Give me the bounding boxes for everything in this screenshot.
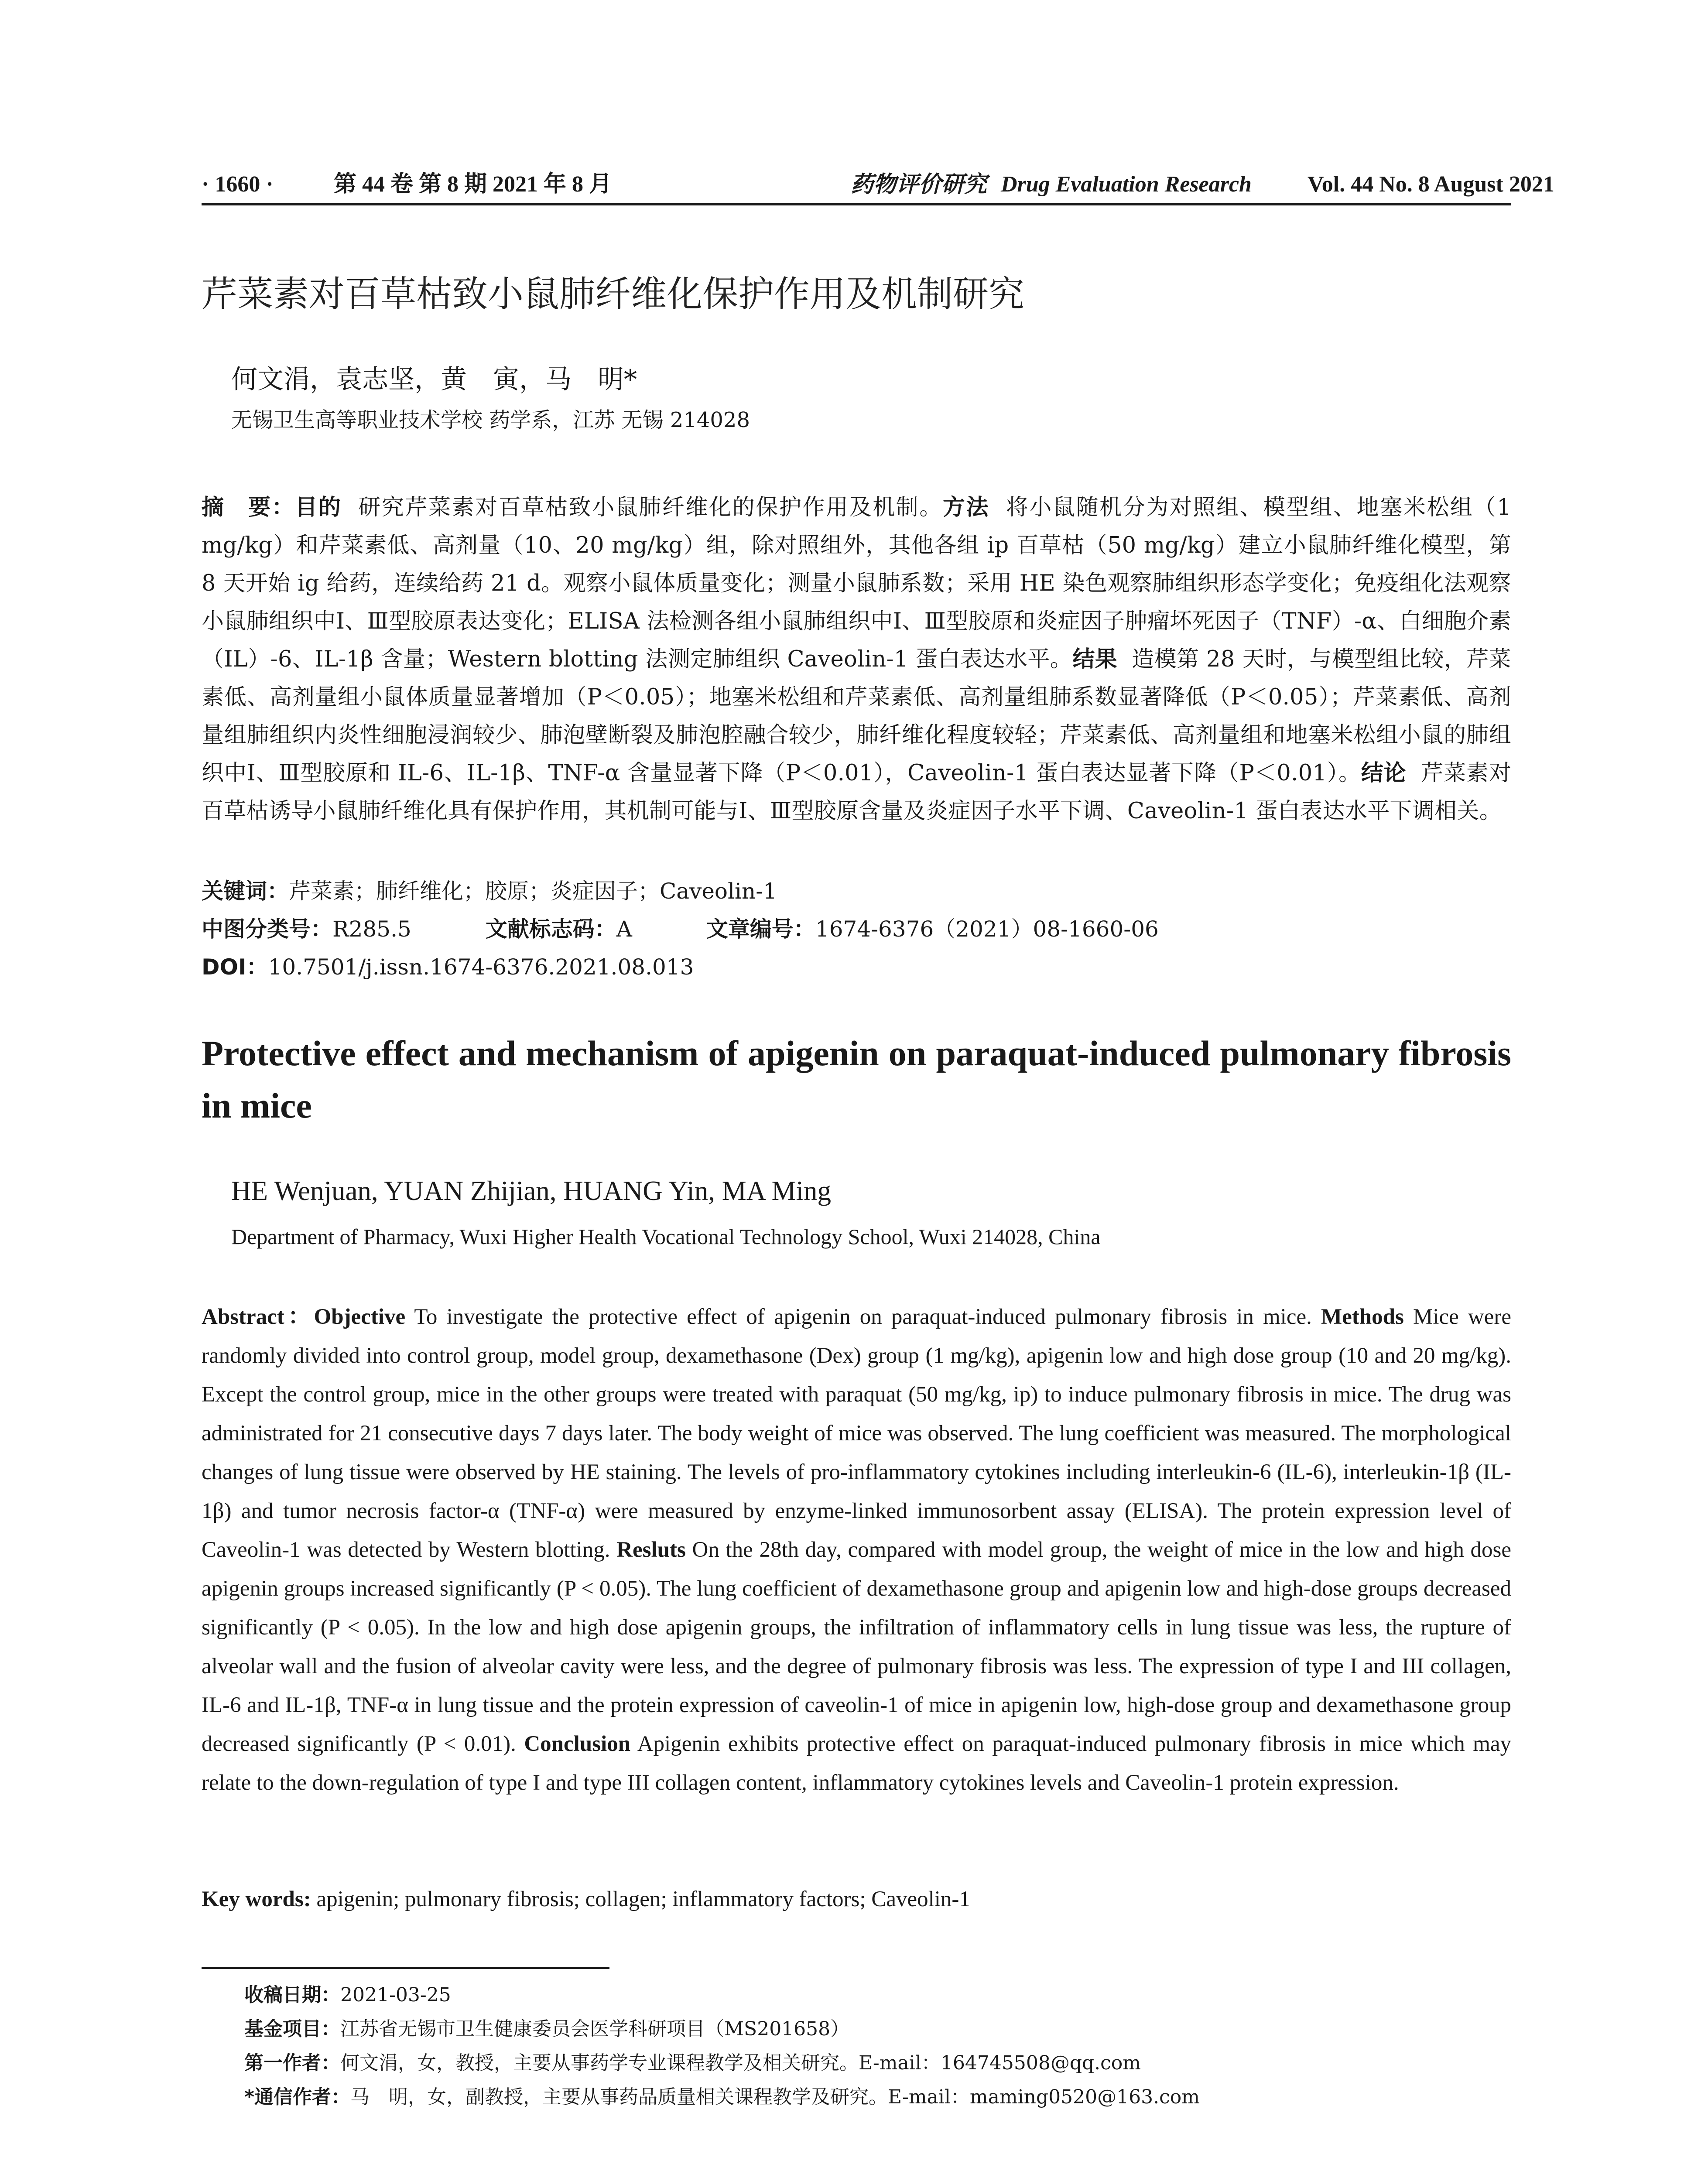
clc-value: R285.5 [332, 916, 411, 942]
metadata-cn [202, 872, 1511, 986]
article-title-en: Protective effect and mechanism of apigenin on paraquat-induced pulmonary fibrosis in mice [202, 1033, 1511, 1125]
footnotes [244, 1978, 1509, 2114]
clc-label: 中图分类号： [202, 916, 332, 942]
keywords-cn [202, 872, 1511, 910]
results-en-label: Resluts [616, 1538, 686, 1562]
methods-cn-text: 将小鼠随机分为对照组、模型组、地塞米松组（1 mg/kg）和芹菜素低、高剂量（10、20 mg/kg）组，除对照组外，其他各组 ip 百草枯（50 mg/kg）建立小鼠肺纤维化模型，第 8 天开始 ig 给药，连续给药 21 d。观察小鼠体质量变化；测量小鼠肺系数；采用 HE 染色观察肺组织形态学变化；免疫组化法观察小鼠肺组织中Ⅰ、Ⅲ型胶原表达变化；ELISA 法检测各组小鼠肺组织中Ⅰ、Ⅲ型胶原和炎症因子肿瘤坏死因子（TNF）-α、白细胞介素（IL）-6、IL-1β 含量；Western blotting 法测定肺组织 Caveolin-1 蛋白表达水平。 [202, 495, 1511, 672]
article-no-value: 1674-6376（2021）08-1660-06 [815, 916, 1159, 942]
issue-en: Vol. 44 No. 8 August 2021 [1308, 172, 1554, 197]
journal-name-cn: 药物评价研究 [851, 171, 987, 198]
classification-line [202, 910, 1511, 948]
footnote-rule [202, 1967, 609, 1969]
doi-value: 10.7501/j.issn.1674-6376.2021.08.013 [268, 954, 694, 980]
affiliation-en: Department of Pharmacy, Wuxi Higher Health Vocational Technology School, Wuxi 214028, China [231, 1224, 1101, 1249]
first-author-label: 第一作者： [244, 2052, 340, 2074]
fund-label: 基金项目： [244, 2018, 340, 2040]
doc-code-label: 文献标志码： [485, 916, 616, 942]
keywords-en-label: Key words: [202, 1887, 311, 1911]
conclusion-en-text: Apigenin exhibits protective effect on paraquat-induced pulmonary fibrosis in mice which may relate to the down-regulation of type I and type III collagen content, inflammatory cytokines levels and Caveolin-1 protein expression. [202, 1732, 1511, 1795]
keywords-en [202, 1880, 1511, 1919]
objective-en-label: Objective [314, 1305, 406, 1329]
abstract-en [202, 1298, 1511, 1802]
keywords-cn-label: 关键词： [202, 879, 289, 904]
objective-en-text: To investigate the protective effect of apigenin on paraquat-induced pulmonary fibrosis in mice. [414, 1305, 1312, 1329]
results-cn-label: 结果 [1072, 646, 1118, 672]
methods-en-label: Methods [1321, 1305, 1404, 1329]
article-title-cn: 芹菜素对百草枯致小鼠肺纤维化保护作用及机制研究 [202, 273, 1025, 315]
footnote-fund [244, 2012, 1509, 2046]
fund-value: 江苏省无锡市卫生健康委员会医学科研项目（MS201658） [340, 2018, 850, 2040]
footnote-corresponding [244, 2080, 1509, 2114]
conclusion-cn-label: 结论 [1361, 760, 1407, 786]
article-no-label: 文章编号： [706, 916, 815, 942]
abstract-en-label: Abstract： [202, 1305, 314, 1329]
issue-cn: 第 44 卷 第 8 期 2021 年 8 月 [334, 172, 612, 197]
corresponding-value: 马 明，女，副教授，主要从事药品质量相关课程教学及研究。E-mail：maming0520@163.com [350, 2086, 1200, 2108]
keywords-cn-value: 芹菜素；肺纤维化；胶原；炎症因子；Caveolin-1 [289, 879, 777, 904]
doi-label: DOI： [202, 954, 268, 980]
footnote-first-author [244, 2046, 1509, 2080]
affiliation-cn: 无锡卫生高等职业技术学校 药学系，江苏 无锡 214028 [231, 408, 750, 432]
header-rule [202, 203, 1511, 205]
methods-en-text: Mice were randomly divided into control group, model group, dexamethasone (Dex) group (1 mg/kg), apigenin low and high dose group (10 and 20 mg/kg). Except the control group, mice in the other groups were treated with paraquat (50 mg/kg, ip) to induce pulmonary fibrosis in mice. The drug was administrated for 21 consecutive days 7 days later. The body weight of mice was observed. The lung coefficient was measured. The morphological changes of lung tissue were observed by HE staining. The levels of pro-inflammatory cytokines including interleukin-6 (IL-6), interleukin-1β (IL-1β) and tumor necrosis factor-α (TNF-α) were measured by enzyme-linked immunosorbent assay (ELISA). The protein expression level of Caveolin-1 was detected by Western blotting. [202, 1305, 1511, 1562]
objective-cn-text: 研究芹菜素对百草枯致小鼠肺纤维化的保护作用及机制。 [358, 495, 943, 520]
keywords-en-value: apigenin; pulmonary fibrosis; collagen; inflammatory factors; Caveolin-1 [316, 1887, 970, 1911]
journal-name-en: Drug Evaluation Research [1001, 172, 1252, 197]
conclusion-cn-text: 芹菜素对百草枯诱导小鼠肺纤维化具有保护作用，其机制可能与Ⅰ、Ⅲ型胶原含量及炎症因子水平下调、Caveolin-1 蛋白表达水平下调相关。 [202, 760, 1511, 824]
abstract-cn [202, 489, 1511, 830]
first-author-value: 何文涓，女，教授，主要从事药学专业课程教学及相关研究。E-mail：164745508@qq.com [340, 2052, 1141, 2074]
results-en-text: On the 28th day, compared with model group, the weight of mice in the low and high dose apigenin groups increased significantly (P < 0.05). The lung coefficient of dexamethasone group and apigenin low and high-dose groups decreased significantly (P < 0.05). In the low and high dose apigenin groups, the infiltration of inflammatory cells in lung tissue was less, the rupture of alveolar wall and the fusion of alveolar cavity were less, and the degree of pulmonary fibrosis was less. The expression of type I and III collagen, IL-6 and IL-1β, TNF-α in lung tissue and the protein expression of caveolin-1 of mice in apigenin low, high-dose group and dexamethasone group decreased significantly (P < 0.01). [202, 1538, 1512, 1756]
abstract-cn-label: 摘 要： [202, 495, 295, 520]
conclusion-en-label: Conclusion [524, 1732, 631, 1756]
doc-code-value: A [616, 916, 632, 942]
authors-cn: 何文涓，袁志坚，黄 寅，马 明* [231, 364, 637, 395]
page-number: · 1660 · [202, 172, 274, 197]
authors-en: HE Wenjuan, YUAN Zhijian, HUANG Yin, MA Ming [231, 1176, 832, 1206]
methods-cn-label: 方法 [942, 495, 990, 520]
footnote-received [244, 1978, 1509, 2012]
received-label: 收稿日期： [244, 1984, 340, 2006]
results-cn-text: 造模第 28 天时，与模型组比较，芹菜素低、高剂量组小鼠体质量显著增加（P＜0.05）；地塞米松组和芹菜素低、高剂量组肺系数显著降低（P＜0.05）；芹菜素低、高剂量组肺组织内炎性细胞浸润较少、肺泡壁断裂及肺泡腔融合较少，肺纤维化程度较轻；芹菜素低、高剂量组和地塞米松组小鼠的肺组织中Ⅰ、Ⅲ型胶原和 IL-6、IL-1β、TNF-α 含量显著下降（P＜0.01），Caveolin-1 蛋白表达显著下降（P＜0.01）。 [202, 646, 1511, 786]
objective-cn-label: 目的 [295, 495, 342, 520]
doi-line [202, 948, 1511, 986]
received-value: 2021-03-25 [340, 1984, 451, 2006]
corresponding-label: *通信作者： [244, 2086, 351, 2108]
